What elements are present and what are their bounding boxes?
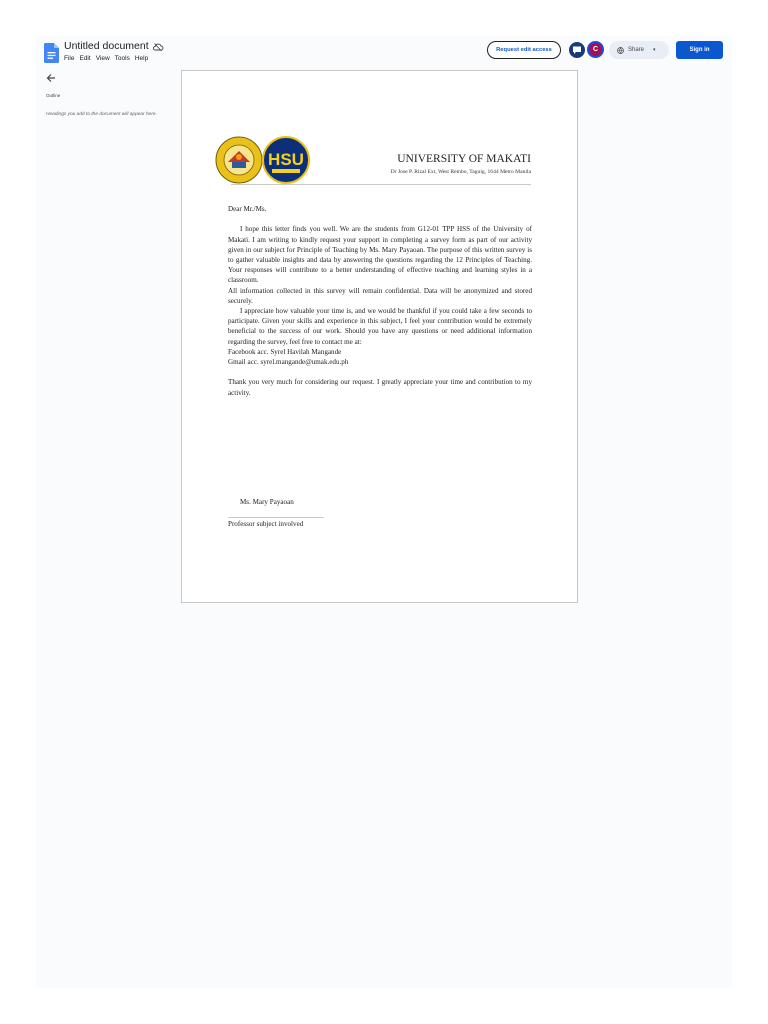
university-address: Dr Jose P. Rizal Ext, West Rembo, Taguig, 1644 Metro Manila [390, 169, 531, 175]
umak-seal-logo [216, 137, 262, 183]
contact-facebook: Facebook acc. Syrel Havilah Mangande [228, 347, 342, 356]
document-title[interactable]: Untitled document [64, 40, 149, 52]
outline-hint: Headings you add to the document will appear here. [46, 112, 157, 117]
university-name: UNIVERSITY OF MAKATI [397, 153, 531, 165]
back-arrow-icon[interactable] [46, 73, 56, 83]
outline-title: Outline [46, 93, 61, 98]
contact-gmail: Gmail acc. syrel.mangande@umak.edu.ph [228, 358, 349, 367]
paragraph-confidentiality: All information collected in this survey will remain confidential. Data will be anonymized and stored securely. [228, 286, 532, 305]
signature-block [228, 498, 294, 506]
menu-edit[interactable]: Edit [79, 55, 91, 62]
chevron-down-icon: ▾ [653, 47, 656, 53]
comment-icon [569, 42, 585, 58]
comments-button[interactable] [569, 42, 585, 58]
menu-tools[interactable]: Tools [114, 55, 130, 62]
menu-view[interactable]: View [95, 55, 110, 62]
hsu-logo [263, 137, 309, 183]
salutation: Dear Mr./Ms. [228, 205, 267, 213]
docs-viewer [36, 36, 732, 988]
document-page [181, 70, 578, 603]
share-label: Share [628, 47, 645, 53]
sign-in-button[interactable]: Sign in [676, 41, 723, 59]
signatory-name: Ms. Mary Payaoan [240, 498, 294, 506]
signature-line [228, 517, 324, 518]
user-avatar[interactable]: C [587, 41, 604, 58]
globe-icon [617, 47, 624, 54]
cloud-status-icon[interactable] [152, 42, 164, 52]
menu-help[interactable]: Help [134, 55, 149, 62]
letterhead-divider [231, 184, 531, 185]
request-edit-access-button[interactable]: Request edit access [487, 41, 561, 59]
signatory-role: Professor subject involved [228, 520, 304, 528]
docs-logo-icon[interactable] [44, 43, 59, 63]
svg-text:HSU: HSU [268, 150, 304, 169]
closing-paragraph: Thank you very much for considering our request. I greatly appreciate your time and contribution to my activity. [228, 378, 532, 397]
share-button[interactable] [609, 41, 669, 59]
university-logos [214, 135, 310, 185]
letter-body [228, 204, 532, 398]
paragraph-intro: I hope this letter finds you well. We are the students from G12-01 TPP HSS of the University of Makati. I am writing to kindly request your support in completing a survey form as part of our activity given in our subject for Principle of Teaching by Ms. Mary Payaoan. The purpose of this written survey is to gather valuable insights and data by answering the questions regarding the 12 Principles of Teaching. Your responses will contribute to a better understanding of effective teaching and learning styles in a classroom. [228, 225, 532, 285]
menu-bar [64, 55, 153, 62]
top-bar [36, 36, 732, 70]
menu-file[interactable]: File [64, 55, 75, 62]
paragraph-request: I appreciate how valuable your time is, and we would be thankful if you could take a few seconds to participate. Given your skills and experience in this subject, I feel your contribution would be extremely beneficial to the success of our work. Should you have any questions or need additional information regarding the survey, feel free to contact me at: [228, 307, 532, 346]
